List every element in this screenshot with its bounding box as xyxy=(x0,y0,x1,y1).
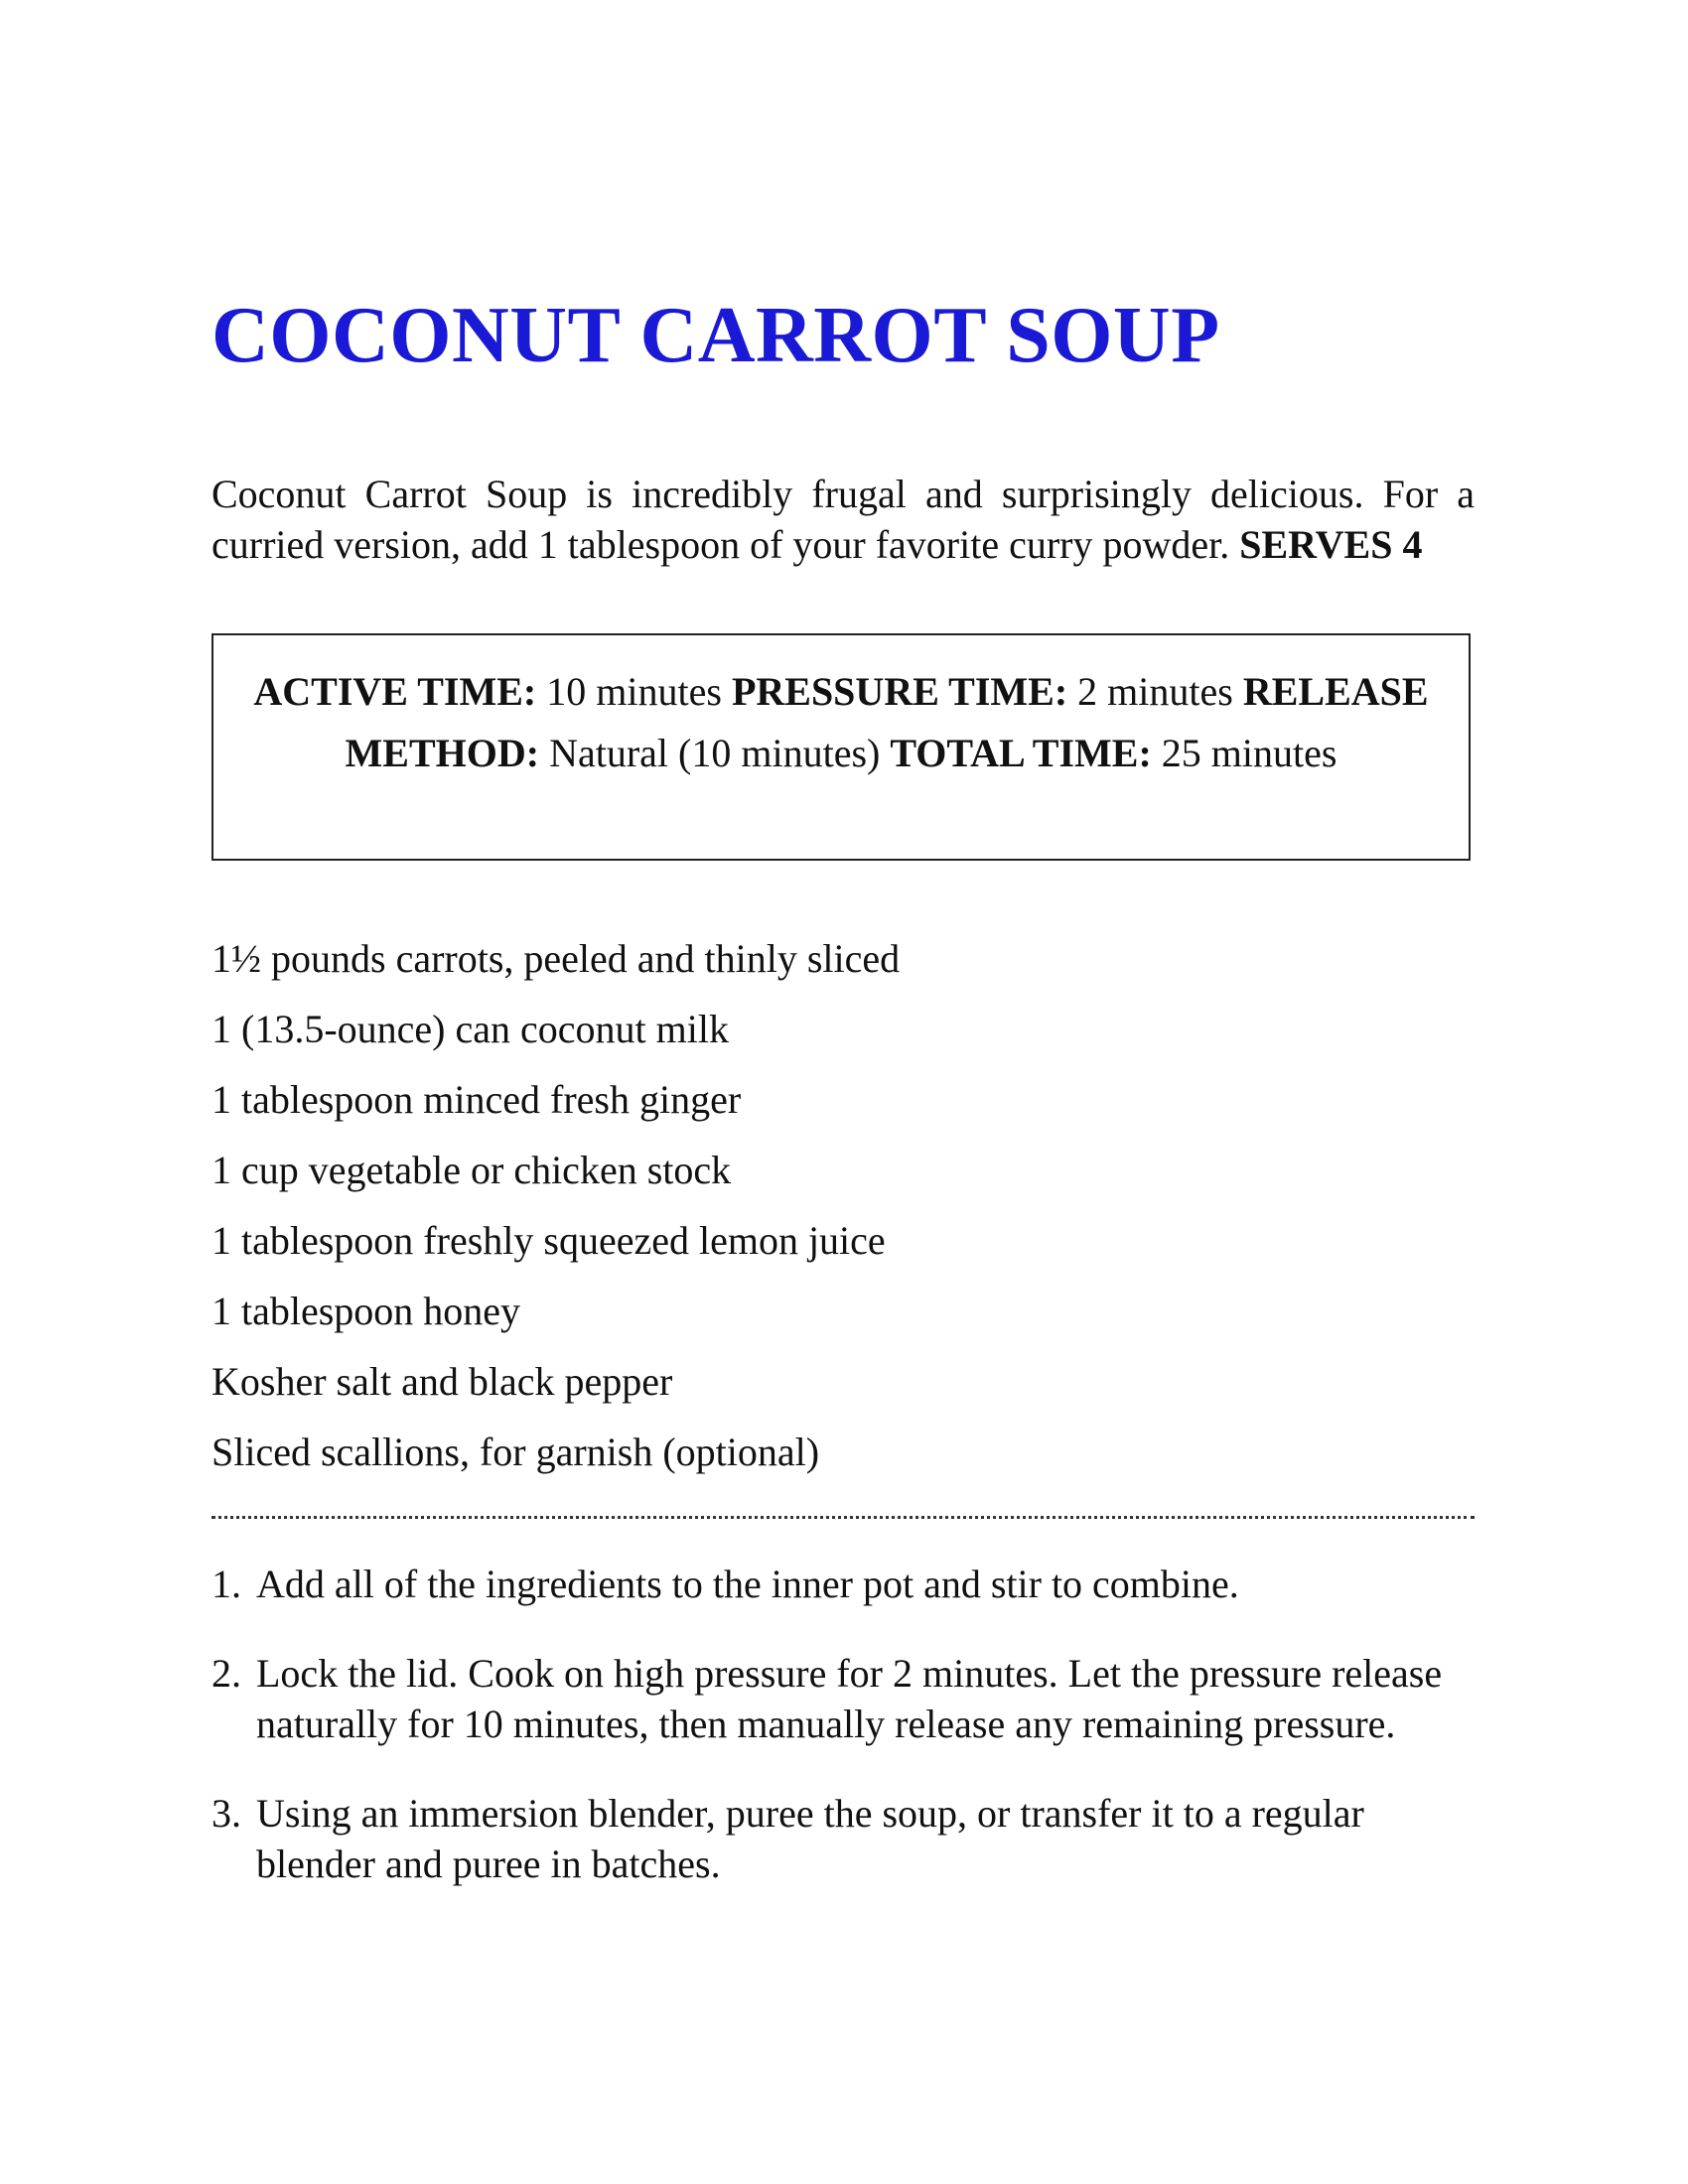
release-method-label: RELEASE METHOD: xyxy=(345,669,1429,775)
intro-text: Coconut Carrot Soup is incredibly frugal and surprisingly delicious. For a curried version, add 1 tablespoon of your favorite curry powder. xyxy=(211,472,1475,567)
ingredient-item: 1½ pounds carrots, peeled and thinly sliced xyxy=(211,936,901,981)
total-time-label: TOTAL TIME: xyxy=(890,731,1152,775)
step-text: Add all of the ingredients to the inner pot and stir to combine. xyxy=(256,1562,1239,1606)
step-text: Using an immersion blender, puree the soup, or transfer it to a regular blender and puree in batches. xyxy=(256,1791,1364,1886)
release-method-value: Natural (10 minutes) xyxy=(549,731,881,775)
step-number: 2. xyxy=(211,1651,241,1696)
ingredient-list xyxy=(211,923,900,1487)
ingredient-item: 1 tablespoon freshly squeezed lemon juice xyxy=(211,1218,886,1263)
step-number: 1. xyxy=(211,1562,241,1606)
active-time-label: ACTIVE TIME: xyxy=(253,669,537,714)
instruction-steps xyxy=(211,1559,1475,1928)
serves-label: SERVES 4 xyxy=(1239,522,1423,567)
instruction-step xyxy=(211,1788,1475,1889)
step-text: Lock the lid. Cook on high pressure for 2 minutes. Let the pressure release naturally for 10 minutes, then manually release any remaining pressure. xyxy=(256,1651,1443,1746)
pressure-time-value: 2 minutes xyxy=(1077,669,1233,714)
ingredient-item: 1 tablespoon minced fresh ginger xyxy=(211,1077,742,1122)
ingredient-item: Kosher salt and black pepper xyxy=(211,1359,673,1404)
time-info-box xyxy=(211,633,1471,861)
active-time-value: 10 minutes xyxy=(546,669,722,714)
dotted-divider xyxy=(211,1516,1475,1519)
step-number: 3. xyxy=(211,1791,241,1836)
total-time-value: 25 minutes xyxy=(1161,731,1337,775)
recipe-title: COCONUT CARROT SOUP xyxy=(211,292,1220,379)
recipe-intro xyxy=(211,469,1475,570)
ingredient-item: Sliced scallions, for garnish (optional) xyxy=(211,1430,820,1474)
ingredient-item: 1 (13.5-ounce) can coconut milk xyxy=(211,1007,729,1051)
ingredient-item: 1 tablespoon honey xyxy=(211,1289,521,1333)
pressure-time-label: PRESSURE TIME: xyxy=(731,669,1068,714)
instruction-step xyxy=(211,1648,1475,1749)
ingredient-item: 1 cup vegetable or chicken stock xyxy=(211,1148,732,1192)
instruction-step xyxy=(211,1559,1475,1609)
